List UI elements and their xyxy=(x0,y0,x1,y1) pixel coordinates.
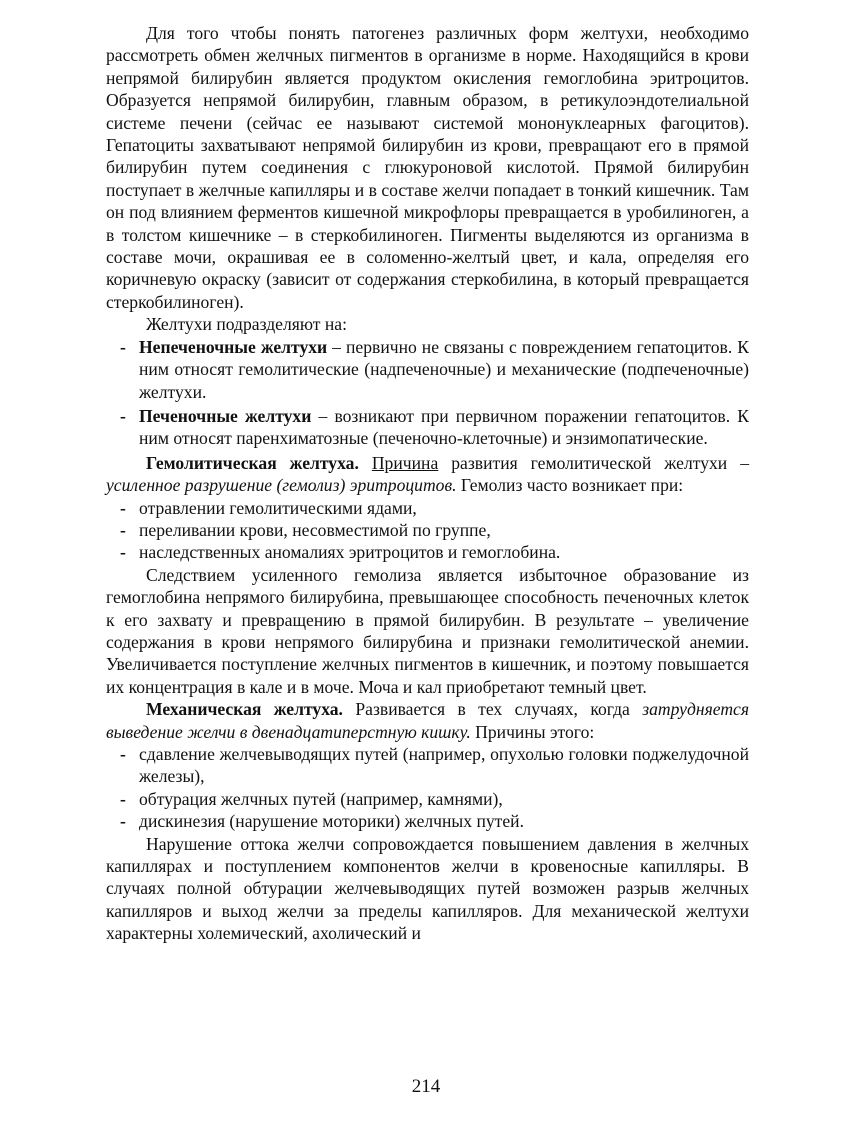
italic-emphasis: затрудняется выведение желчи в двенадцатиперстную кишку. xyxy=(106,699,750,742)
page-number: 214 xyxy=(411,1076,441,1097)
list-item: - сдавление желчевыводящих путей (например, опухолью головки поджелудочной железы), xyxy=(106,743,749,788)
paragraph-bilirubin-metabolism: Для того чтобы понять патогенез различных форм желтухи, необходимо рассмотреть обмен желчных пигментов в организме в норме. Находящийся в крови непрямой билирубин является продуктом окисления гемоглобина эритроцитов. Образуется непрямой билирубин, главным образом, в ретикулоэндотелиальной системе печени (сейчас ее называют системой мононуклеарных фагоцитов). Гепатоциты захватывают непрямой билирубин из крови, превращают его в прямой билирубин путем соединения с глюкуроновой кислотой. Прямой билирубин поступает в желчные капилляры и в составе желчи попадает в тонкий кишечник. Там он под влиянием ферментов кишечной микрофлоры превращается в уробилиноген, а в толстом кишечнике – в стеркобилиноген. Пигменты выделяются из организма в составе мочи, окрашивая ее в соломенно-желтый цвет, и кала, определяя его коричневую окраску (зависит от содержания стеркобилина, в который превращается стеркобилиноген). xyxy=(106,23,749,312)
mechanical-causes-list xyxy=(106,743,749,833)
paragraph-mechanical: Механическая желтуха. Развивается в тех случаях, когда затрудняется выведение желчи в двенадцатиперстную кишку. Причины этого: xyxy=(106,699,750,742)
paragraph-jaundice-classification: Желтухи подразделяют на: xyxy=(146,314,347,335)
term-bold: Непеченочные желтухи xyxy=(139,336,328,357)
section-heading-hemolytic: Гемолитическая желтуха. xyxy=(146,452,359,473)
hemolysis-causes-list xyxy=(106,497,749,564)
list-item: - Непеченочные желтухи – первично не связаны с повреждением гепатоцитов. К ним относят гемолитические (надпеченочные) и механические (подпеченочные) желтухи. xyxy=(106,336,749,403)
list-item: - обтурация желчных путей (например, камнями), xyxy=(106,788,749,810)
page-body xyxy=(106,22,749,945)
paragraph-hemolytic: Гемолитическая желтуха. Причина развития гемолитической желтухи – усиленное разрушение (гемолиз) эритроцитов. Гемолиз часто возникает при: xyxy=(106,452,749,496)
term-bold: Печеночные желтухи xyxy=(139,405,312,426)
list-item: - дискинезия (нарушение моторики) желчных путей. xyxy=(106,810,749,832)
paragraph-bile-outflow: Нарушение оттока желчи сопровождается повышением давления в желчных капиллярах и поступлением компонентов желчи в кровеносные капилляры. В случаях полной обтурации желчевыводящих путей возможен разрыв желчных капилляров и выход желчи за пределы капилляров. Для механической желтухи характерны холемический, ахолический и xyxy=(106,833,749,944)
italic-emphasis: – усиленное разрушение (гемолиз) эритроцитов. xyxy=(106,452,749,496)
list-item: - наследственных аномалиях эритроцитов и гемоглобина. xyxy=(106,541,749,563)
list-item: - переливании крови, несовместимой по группе, xyxy=(106,519,749,541)
underlined-cause: Причина xyxy=(371,452,439,473)
section-heading-mechanical: Механическая желтуха. xyxy=(146,699,343,720)
jaundice-types-list xyxy=(106,336,749,450)
paragraph-hemolysis-consequence: Следствием усиленного гемолиза является избыточное образование из гемоглобина непрямого билирубина, превышающее способность печеночных клеток к его захвату и превращению в прямой билирубин. В результате – увеличение содержания в крови непрямого билирубина и признаки гемолитической анемии. Увеличивается поступление желчных пигментов в кишечник, и поэтому повышается их концентрация в кале и в моче. Моча и кал приобретают темный цвет. xyxy=(106,564,749,697)
list-item: - Печеночные желтухи – возникают при первичном поражении гепатоцитов. К ним относят паренхиматозные (печеночно-клеточные) и энзимопатические. xyxy=(106,405,749,450)
list-item: - отравлении гемолитическими ядами, xyxy=(106,497,749,519)
